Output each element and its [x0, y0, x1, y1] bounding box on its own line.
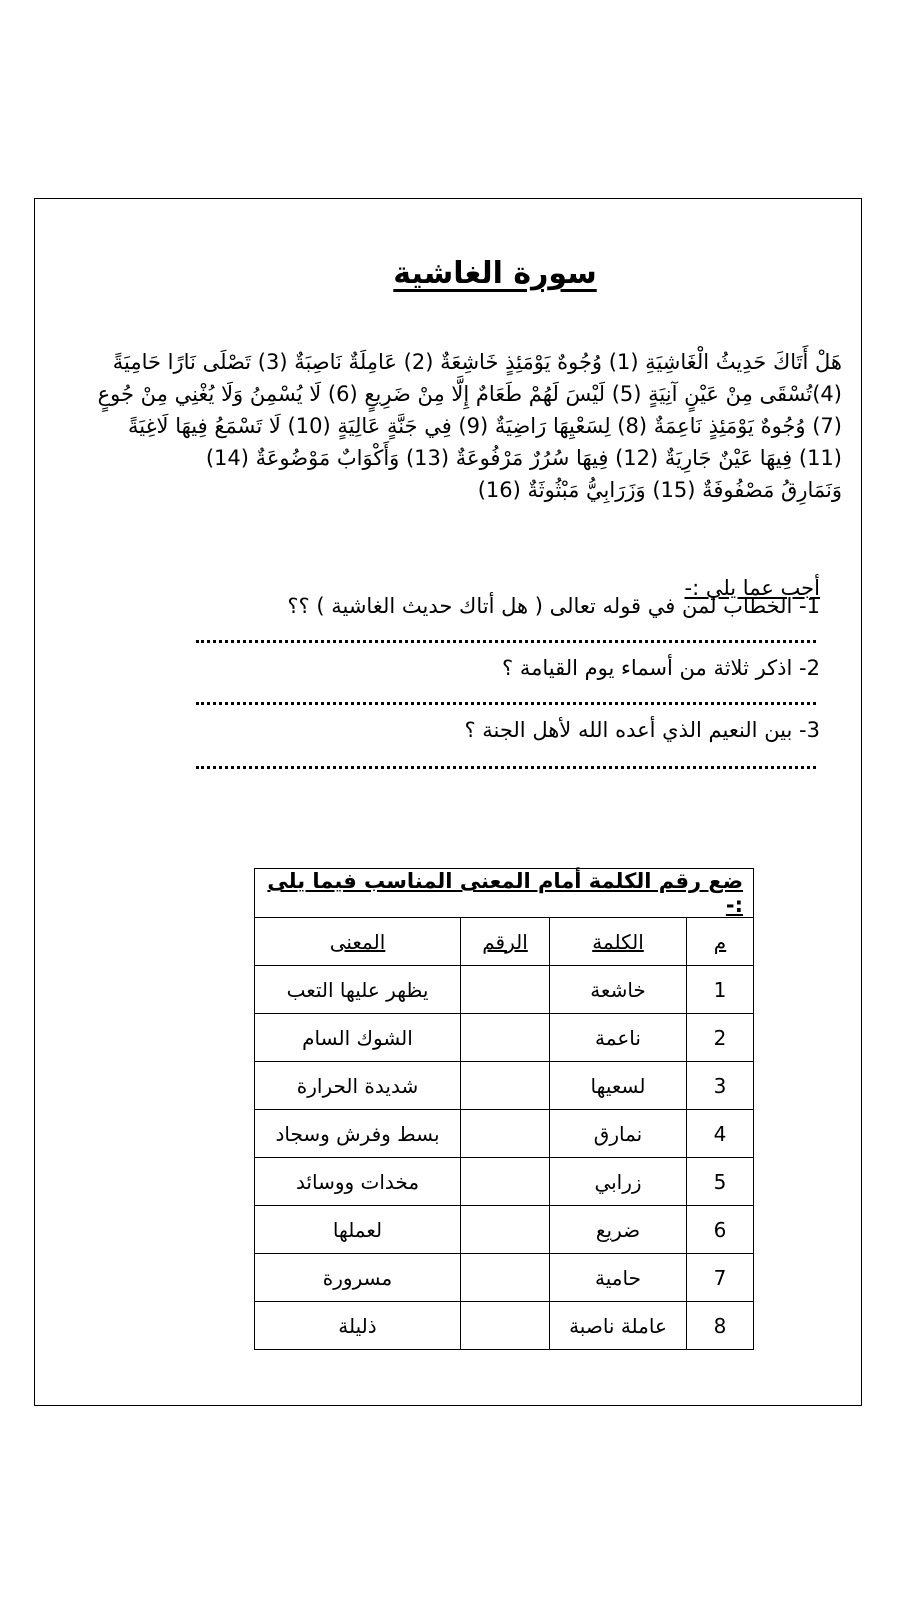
row-index: 4 — [687, 1110, 754, 1158]
answer-line-3[interactable] — [196, 766, 816, 769]
row-number-input[interactable] — [461, 1014, 550, 1062]
table-row — [255, 966, 754, 1014]
question-3: 3- بين النعيم الذي أعده الله لأهل الجنة ؟ — [464, 718, 820, 742]
row-word: نمارق — [550, 1110, 687, 1158]
row-meaning: يظهر عليها التعب — [255, 966, 461, 1014]
verse-line: (4)تُسْقَى مِنْ عَيْنٍ آنِيَةٍ (5) لَيْسَ لَهُمْ طَعَامٌ إِلَّا مِنْ ضَرِيعٍ (6) لَا يُسْمِنُ وَلَا يُغْنِي مِنْ جُوعٍ — [97, 382, 842, 406]
row-number-input[interactable] — [461, 966, 550, 1014]
row-index: 2 — [687, 1014, 754, 1062]
row-word: حامية — [550, 1254, 687, 1302]
row-meaning: لعملها — [255, 1206, 461, 1254]
question-2: 2- اذكر ثلاثة من أسماء يوم القيامة ؟ — [502, 656, 820, 680]
page-title: سورة الغاشية — [393, 256, 597, 291]
row-word: لسعيها — [550, 1062, 687, 1110]
table-row — [255, 1062, 754, 1110]
word-meaning-table — [254, 868, 754, 1350]
row-number-input[interactable] — [461, 1110, 550, 1158]
row-number-input[interactable] — [461, 1254, 550, 1302]
table-instruction: ضع رقم الكلمة أمام المعنى المناسب فيما يلى :- — [255, 869, 754, 918]
row-word: خاشعة — [550, 966, 687, 1014]
row-word: ضريع — [550, 1206, 687, 1254]
row-index: 1 — [687, 966, 754, 1014]
row-meaning: الشوك السام — [255, 1014, 461, 1062]
verse-line: هَلْ أَتَاكَ حَدِيثُ الْغَاشِيَةِ (1) وُجُوهٌ يَوْمَئِذٍ خَاشِعَةٌ (2) عَامِلَةٌ نَاصِبَةٌ (3) تَصْلَى نَارًا حَامِيَةً — [112, 350, 842, 374]
row-meaning: مسرورة — [255, 1254, 461, 1302]
row-index: 6 — [687, 1206, 754, 1254]
header-number: الرقم — [461, 918, 550, 966]
row-word: ناعمة — [550, 1014, 687, 1062]
answer-heading: أجب عما يلي :- — [684, 576, 820, 600]
row-meaning: شديدة الحرارة — [255, 1062, 461, 1110]
table-row — [255, 1206, 754, 1254]
table-header-row — [255, 918, 754, 966]
header-meaning: المعنى — [255, 918, 461, 966]
row-index: 8 — [687, 1302, 754, 1350]
row-index: 3 — [687, 1062, 754, 1110]
verse-line: (7) وُجُوهٌ يَوْمَئِذٍ نَاعِمَةٌ (8) لِسَعْيِهَا رَاضِيَةٌ (9) فِي جَنَّةٍ عَالِيَةٍ (10) لَا تَسْمَعُ فِيهَا لَاغِيَةً — [127, 414, 842, 438]
row-word: عاملة ناصبة — [550, 1302, 687, 1350]
verse-line: وَنَمَارِقُ مَصْفُوفَةٌ (15) وَزَرَابِيُّ مَبْثُوثَةٌ (16) — [477, 478, 842, 502]
table-row — [255, 1014, 754, 1062]
row-index: 5 — [687, 1158, 754, 1206]
table-row — [255, 1158, 754, 1206]
table-row — [255, 1110, 754, 1158]
row-meaning: مخدات ووسائد — [255, 1158, 461, 1206]
row-number-input[interactable] — [461, 1302, 550, 1350]
table-row — [255, 1254, 754, 1302]
surah-verses — [80, 346, 842, 506]
row-number-input[interactable] — [461, 1062, 550, 1110]
header-word: الكلمة — [550, 918, 687, 966]
header-index: م — [687, 918, 754, 966]
question-1: 1- الخطاب لمن في قوله تعالى ( هل أتاك حديث الغاشية ) ؟؟ — [287, 594, 820, 618]
row-number-input[interactable] — [461, 1158, 550, 1206]
row-meaning: بسط وفرش وسجاد — [255, 1110, 461, 1158]
answer-line-1[interactable] — [196, 640, 816, 643]
row-word: زرابي — [550, 1158, 687, 1206]
row-index: 7 — [687, 1254, 754, 1302]
verse-line: (11) فِيهَا عَيْنٌ جَارِيَةٌ (12) فِيهَا سُرُرٌ مَرْفُوعَةٌ (13) وَأَكْوَابٌ مَوْضُوعَةٌ (14) — [205, 446, 842, 470]
row-meaning: ذليلة — [255, 1302, 461, 1350]
table-row — [255, 1302, 754, 1350]
answer-line-2[interactable] — [196, 702, 816, 705]
row-number-input[interactable] — [461, 1206, 550, 1254]
